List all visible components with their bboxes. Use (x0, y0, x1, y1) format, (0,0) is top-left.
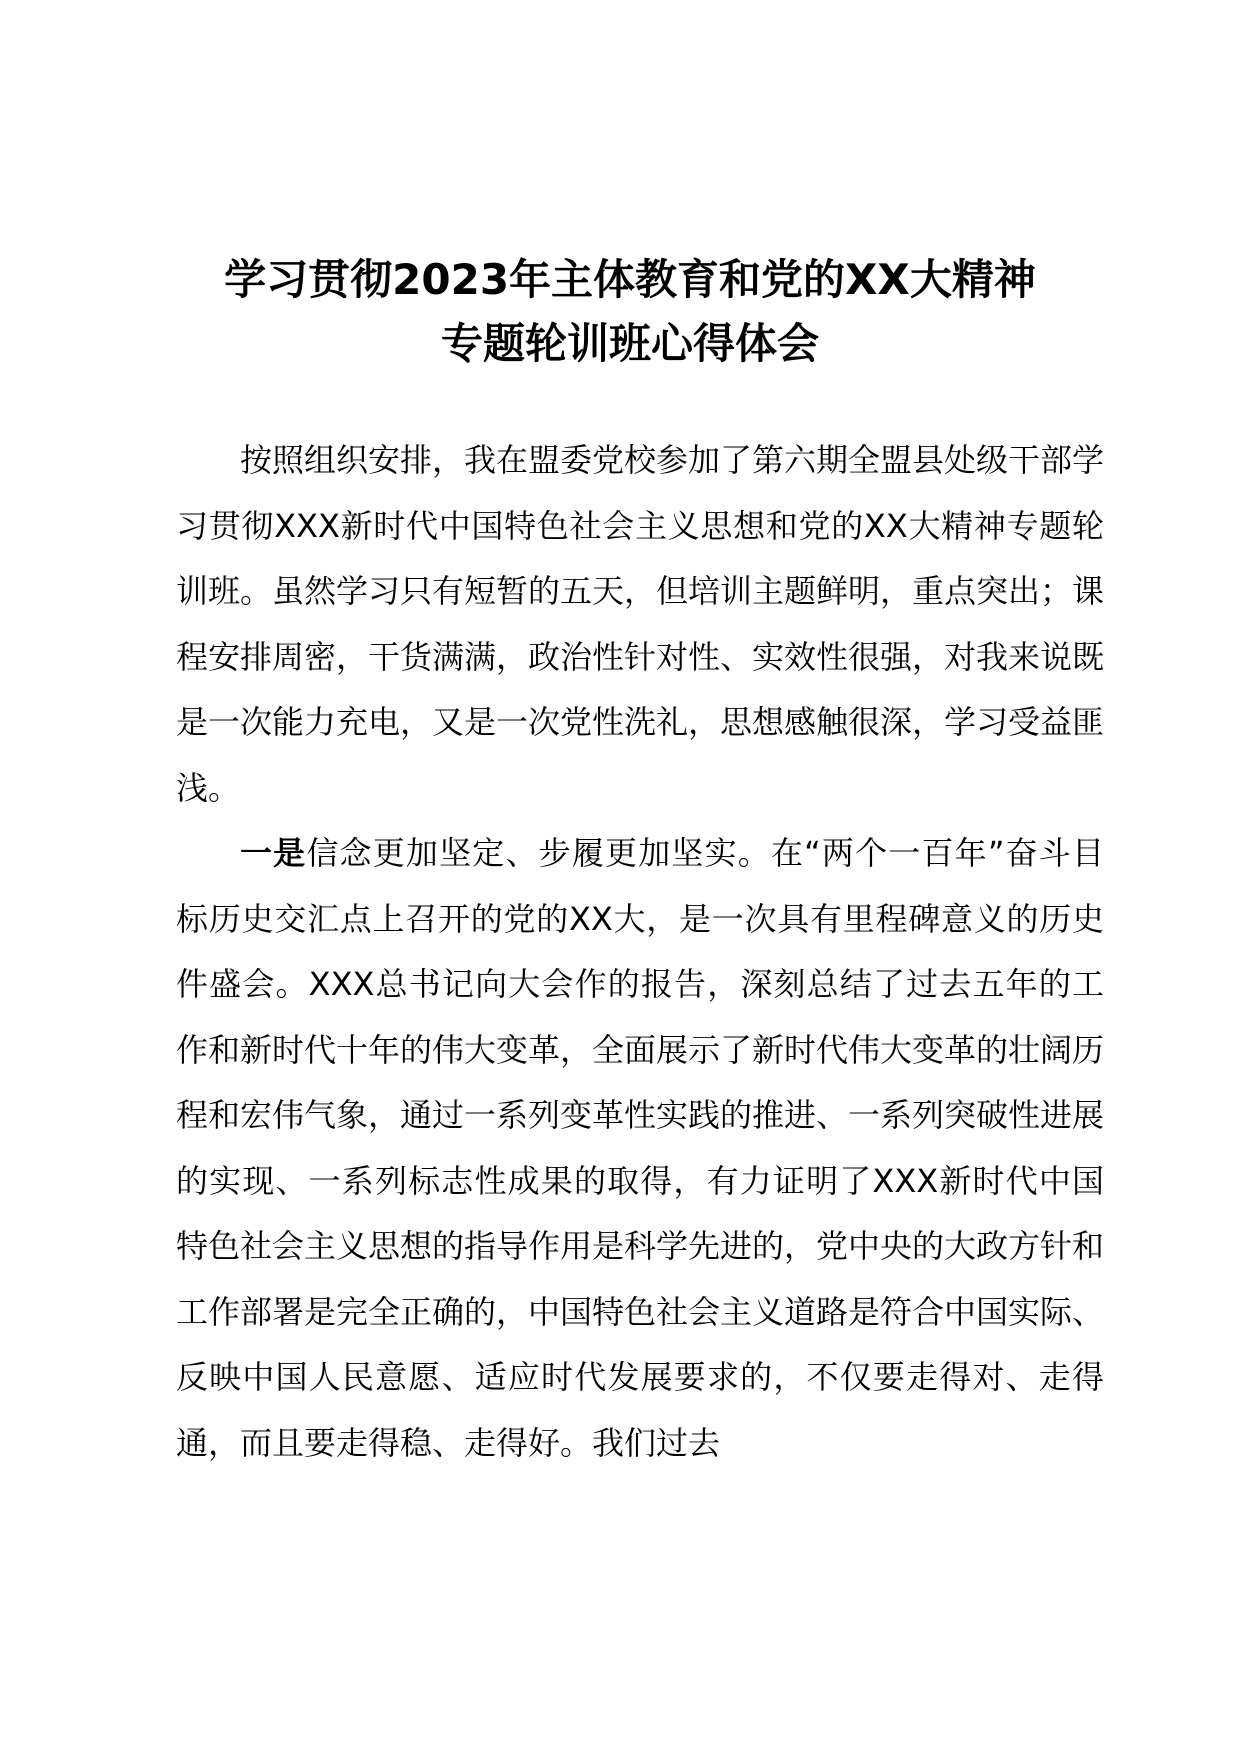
paragraph-point-one (176, 821, 1104, 1476)
paragraph-text: 按照组织安排，我在盟委党校参加了第六期全盟县处级干部学习贯彻XXX新时代中国特色社会主义思想和党的XX大精神专题轮训班。虽然学习只有短暂的五天，但培训主题鲜明，重点突出；课程安排周密，干货满满，政治性针对性、实效性很强，对我来说既是一次能力充电，又是一次党性洗礼，思想感触很深，学习受益匪浅。 (176, 441, 1105, 807)
document-body (176, 428, 1104, 1476)
paragraph-intro (176, 428, 1104, 821)
document-title (150, 248, 1110, 376)
paragraph-lead: 一是 (240, 834, 307, 872)
title-line-2: 专题轮训班心得体会 (440, 319, 819, 368)
title-line-1: 学习贯彻2023年主体教育和党的XX大精神 (224, 255, 1036, 304)
paragraph-text: 信念更加坚定、步履更加坚实。在“两个一百年”奋斗目标历史交汇点上召开的党的XX大，是一次具有里程碑意义的历史件盛会。XXX总书记向大会作的报告，深刻总结了过去五年的工作和新时代十年的伟大变革，全面展示了新时代伟大变革的壮阔历程和宏伟气象，通过一系列变革性实践的推进、一系列突破性进展的实现、一系列标志性成果的取得，有力证明了XXX新时代中国特色社会主义思想的指导作用是科学先进的，党中央的大政方针和工作部署是完全正确的，中国特色社会主义道路是符合中国实际、反映中国人民意愿、适应时代发展要求的，不仅要走得对、走得通，而且要走得稳、走得好。我们过去 (176, 834, 1105, 1462)
